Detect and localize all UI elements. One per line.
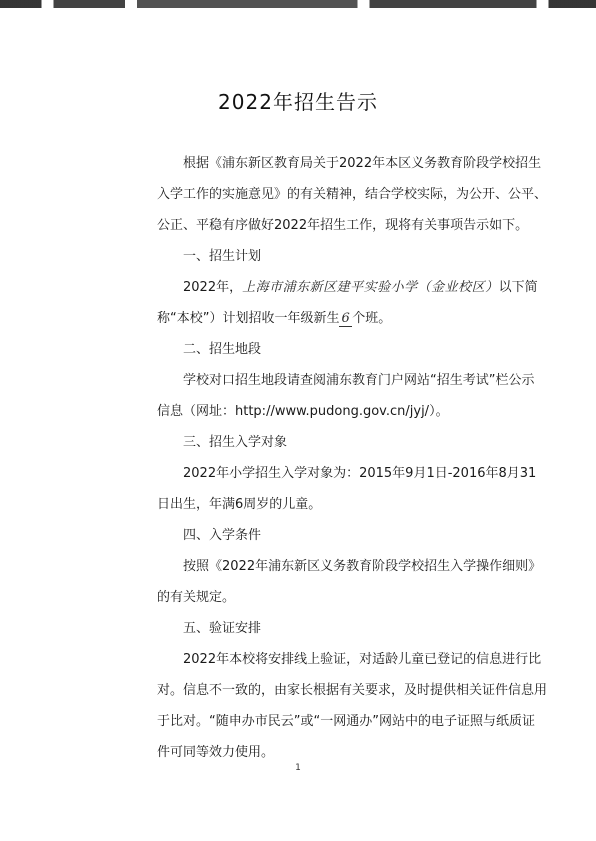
section-district-text: 学校对口招生地段请查阅浦东教育门户网站“招生考试”栏公示信息（网址：http://www.pudong.gov.cn/jyj/）。 [157, 373, 535, 419]
handwritten-class-count: 6 [341, 311, 351, 326]
scan-artifact-bar [0, 0, 596, 8]
section-plan-heading: 一、招生计划 [183, 249, 262, 264]
handwritten-school-name: 上海市浦东新区建平实验小学（金业校区） [242, 280, 499, 295]
section-target-text: 2022年小学招生入学对象为：2015年9月1日-2016年8月31日出生，年满6周岁的儿童。 [157, 466, 537, 512]
page-title: 2022年招生告示 [218, 90, 378, 114]
section-conditions-text: 按照《2022年浦东新区义务教育阶段学校招生入学操作细则》的有关规定。 [157, 559, 542, 605]
section-verification-heading: 五、验证安排 [183, 621, 262, 636]
intro-paragraph: 根据《浦东新区教育局关于2022年本区义务教育阶段学校招生入学工作的实施意见》的有关精神，结合学校实际，为公开、公平、公正、平稳有序做好2022年招生工作，现将有关事项告示如下。 [157, 156, 548, 233]
plan-text-part1: 2022年， [183, 280, 243, 295]
section-conditions-heading: 四、入学条件 [183, 528, 262, 543]
section-district-heading: 二、招生地段 [183, 342, 262, 357]
section-target-heading: 三、招生入学对象 [183, 435, 288, 450]
section-plan-text [157, 272, 547, 334]
section-verification-text: 2022年本校将安排线上验证，对适龄儿童已登记的信息进行比对。信息不一致的，由家长根据有关要求，及时提供相关证件信息用于比对。“随申办市民云”或“一网通办”网站中的电子证照与纸质证件可同等效力使用。 [157, 652, 548, 760]
plan-text-part3: 个班。 [352, 311, 392, 326]
page-number: 1 [295, 763, 301, 773]
plan-text-part2: 以下简称“本校”）计划招收一年级新生 [157, 280, 538, 326]
